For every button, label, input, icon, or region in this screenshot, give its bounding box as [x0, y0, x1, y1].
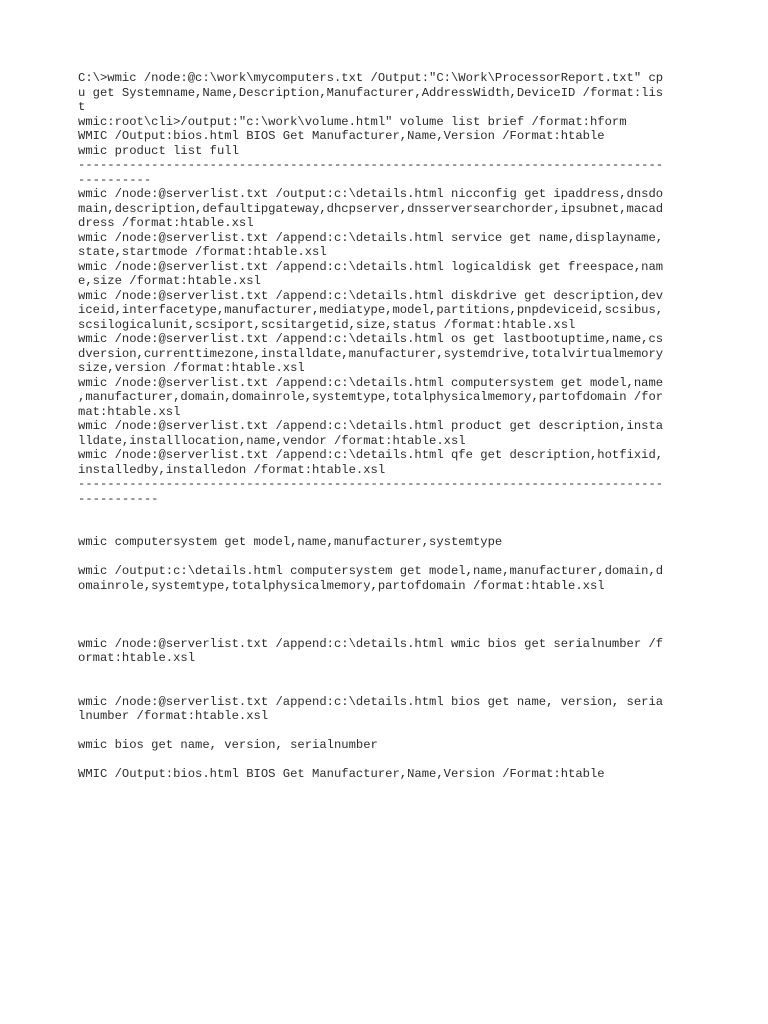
- text-line: wmic /node:@serverlist.txt /append:c:\details.html bios get name, version, seria: [78, 694, 664, 709]
- spacer: [78, 680, 693, 695]
- text-line: wmic /node:@serverlist.txt /append:c:\details.html computersystem get model,name: [78, 375, 664, 390]
- text-line: wmic product list full: [78, 143, 239, 158]
- text-line: wmic /node:@serverlist.txt /output:c:\details.html nicconfig get ipaddress,dnsdo: [78, 187, 664, 201]
- command-block-1: [78, 71, 693, 506]
- text-line: state,startmode /format:htable.xsl: [78, 245, 327, 259]
- spacer: [78, 753, 693, 768]
- text-line: scsilogicalunit,scsiport,scsitargetid,size,status /format:htable.xsl: [78, 317, 576, 332]
- text-line: wmic /node:@serverlist.txt /append:c:\details.html qfe get description,hotfixid,: [78, 448, 664, 462]
- text-line: wmic /node:@serverlist.txt /append:c:\details.html os get lastbootuptime,name,cs: [78, 332, 664, 346]
- spacer: [78, 666, 693, 681]
- command-output-computersystem: [78, 564, 693, 593]
- spacer: [78, 724, 693, 739]
- text-line: wmic /node:@serverlist.txt /append:c:\details.html logicaldisk get freespace,nam: [78, 259, 664, 274]
- text-line: mat:htable.xsl: [78, 404, 181, 419]
- text-line: lldate,installlocation,name,vendor /format:htable.xsl: [78, 433, 466, 448]
- text-line: omainrole,systemtype,totalphysicalmemory,partofdomain /format:htable.xsl: [78, 578, 605, 593]
- divider-line: ----------: [78, 172, 152, 187]
- spacer: [78, 521, 693, 536]
- text-line: wmic /node:@serverlist.txt /append:c:\details.html service get name,displayname,: [78, 230, 664, 245]
- spacer: [78, 608, 693, 623]
- text-line: t: [78, 100, 86, 114]
- text-line: wmic /node:@serverlist.txt /append:c:\details.html diskdrive get description,dev: [78, 288, 664, 303]
- spacer: [78, 550, 693, 565]
- command-bios-simple: wmic bios get name, version, serialnumber: [78, 738, 378, 752]
- document-body: [78, 71, 693, 782]
- text-line: wmic /output:c:\details.html computersystem get model,name,manufacturer,domain,d: [78, 564, 664, 578]
- divider-line: -----------: [78, 491, 159, 506]
- spacer: [78, 622, 693, 637]
- text-line: wmic:root\cli>/output:"c:\work\volume.html" volume list brief /format:hform: [78, 114, 627, 129]
- text-line: main,description,defaultipgateway,dhcpserver,dnsserversearchorder,ipsubnet,macad: [78, 201, 664, 216]
- text-line: installedby,installedon /format:htable.xsl: [78, 462, 386, 477]
- text-line: dversion,currenttimezone,installdate,manufacturer,systemdrive,totalvirtualmemory: [78, 346, 664, 361]
- text-line: C:\>wmic /node:@c:\work\mycomputers.txt /Output:"C:\Work\ProcessorReport.txt" cp: [78, 71, 664, 85]
- command-bios-serial: [78, 637, 693, 666]
- text-line: u get Systemname,Name,Description,Manufacturer,AddressWidth,DeviceID /format:lis: [78, 85, 664, 100]
- text-line: dress /format:htable.xsl: [78, 216, 254, 230]
- text-line: ,manufacturer,domain,domainrole,systemtype,totalphysicalmemory,partofdomain /for: [78, 390, 664, 404]
- divider-line: --------------------------------------------------------------------------------: [78, 158, 664, 172]
- text-line: wmic /node:@serverlist.txt /append:c:\details.html product get description,insta: [78, 419, 664, 433]
- text-line: WMIC /Output:bios.html BIOS Get Manufacturer,Name,Version /Format:htable: [78, 129, 605, 143]
- text-line: e,size /format:htable.xsl: [78, 274, 261, 288]
- spacer: [78, 593, 693, 608]
- text-line: lnumber /format:htable.xsl: [78, 709, 269, 723]
- text-line: size,version /format:htable.xsl: [78, 361, 305, 375]
- command-bios-name-version: [78, 695, 693, 724]
- divider-line: --------------------------------------------------------------------------------: [78, 477, 664, 491]
- command-bios-output: WMIC /Output:bios.html BIOS Get Manufacturer,Name,Version /Format:htable: [78, 767, 605, 781]
- text-line: ormat:htable.xsl: [78, 651, 196, 665]
- command-computersystem: wmic computersystem get model,name,manufacturer,systemtype: [78, 535, 503, 549]
- text-line: wmic /node:@serverlist.txt /append:c:\details.html wmic bios get serialnumber /f: [78, 636, 664, 651]
- spacer: [78, 506, 693, 521]
- text-line: iceid,interfacetype,manufacturer,mediatype,model,partitions,pnpdeviceid,scsibus,: [78, 303, 664, 317]
